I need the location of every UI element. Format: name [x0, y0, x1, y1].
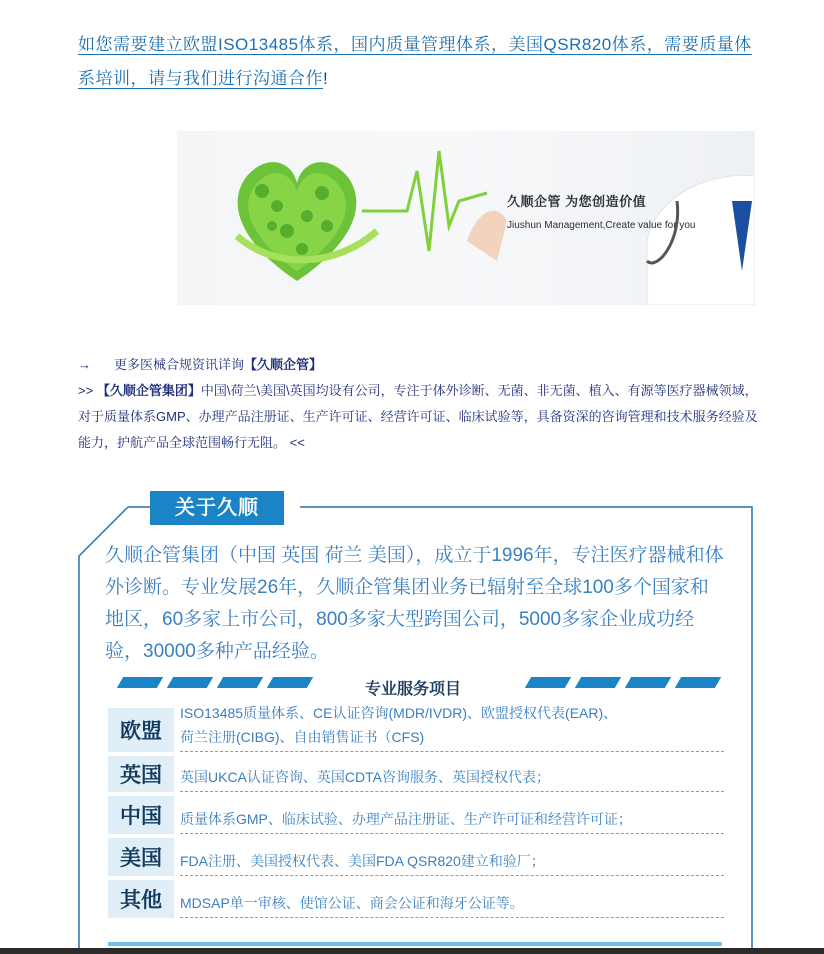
intro-tail: !: [323, 69, 329, 88]
service-desc: [180, 705, 724, 752]
region-label: 中国: [108, 796, 174, 834]
service-desc-line: 荷兰注册(CIBG)、自由销售证书（CFS): [180, 729, 425, 745]
right-stripes: [528, 677, 718, 689]
service-desc: [180, 838, 724, 876]
service-row-us: [108, 838, 724, 876]
region-label: 美国: [108, 838, 174, 876]
service-row-other: [108, 880, 724, 918]
about-text: 久顺企管集团（中国 英国 荷兰 美国），成立于1996年，专注医疗器械和体外诊断。专业发展26年，久顺企管集团业务已辐射至全球100多个国家和地区，60多家上市公司，800多家大型跨国公司，5000多家企业成功经验，30000多种产品经验。: [105, 545, 724, 662]
service-desc-line: 英国UKCA认证咨询、英国CDTA咨询服务、英国授权代表；: [180, 769, 550, 785]
left-stripes: [120, 677, 310, 689]
more-info-prefix: 更多医械合规资讯详询: [114, 357, 245, 372]
service-row-cn: [108, 796, 724, 834]
more-info-brand[interactable]: 【久顺企管】: [244, 357, 323, 372]
group-name: 【久顺企管集团】: [96, 383, 201, 398]
region-label: 其他: [108, 880, 174, 918]
service-desc: [180, 796, 724, 834]
region-label: 英国: [108, 756, 174, 792]
service-desc: [180, 756, 724, 792]
arrow-right-icon: →: [78, 357, 91, 372]
contact-link[interactable]: 如您需要建立欧盟ISO13485体系，国内质量管理体系，美国QSR820体系，需要质量体系培训，请与我们进行沟通合作: [78, 35, 752, 88]
region-label: 欧盟: [108, 708, 174, 752]
service-desc-line: 质量体系GMP、临床试验、办理产品注册证、生产许可证和经营许可证；: [180, 811, 632, 827]
service-row-uk: [108, 756, 724, 792]
service-desc: [180, 880, 724, 918]
service-desc-line: MDSAP单一审核、使馆公证、商会公证和海牙公证等。: [180, 895, 524, 911]
about-title: 关于久顺: [150, 491, 284, 525]
banner-caption-cn: 久顺企管 为您创造价值: [507, 194, 647, 209]
service-desc-line: ISO13485质量体系、CE认证咨询(MDR/IVDR)、欧盟授权代表(EAR)、: [180, 705, 618, 721]
service-desc-line: FDA注册、美国授权代表、美国FDA QSR820建立和验厂；: [180, 853, 545, 869]
services-table: [108, 705, 724, 922]
service-row-eu: [108, 705, 724, 752]
group-intro-prefix: >>: [78, 383, 94, 398]
footer-accent-bar: [108, 942, 722, 946]
group-desc: 中国\荷兰\美国\英国均设有公司，专注于体外诊断、无菌、非无菌、植入、有源等医疗器械领域，对于质量体系GMP、办理产品注册证、生产许可证、经营许可证、临床试验等，具备资深的咨询管理和技术服务经验及能力，护航产品全球范围畅行无阻。: [78, 383, 758, 450]
services-title: 专业服务项目: [364, 681, 461, 698]
page-bottom-edge: [0, 948, 824, 954]
banner-caption-en: Jiushun Management,Create value for you: [507, 220, 696, 231]
group-intro-suffix: <<: [289, 435, 305, 450]
